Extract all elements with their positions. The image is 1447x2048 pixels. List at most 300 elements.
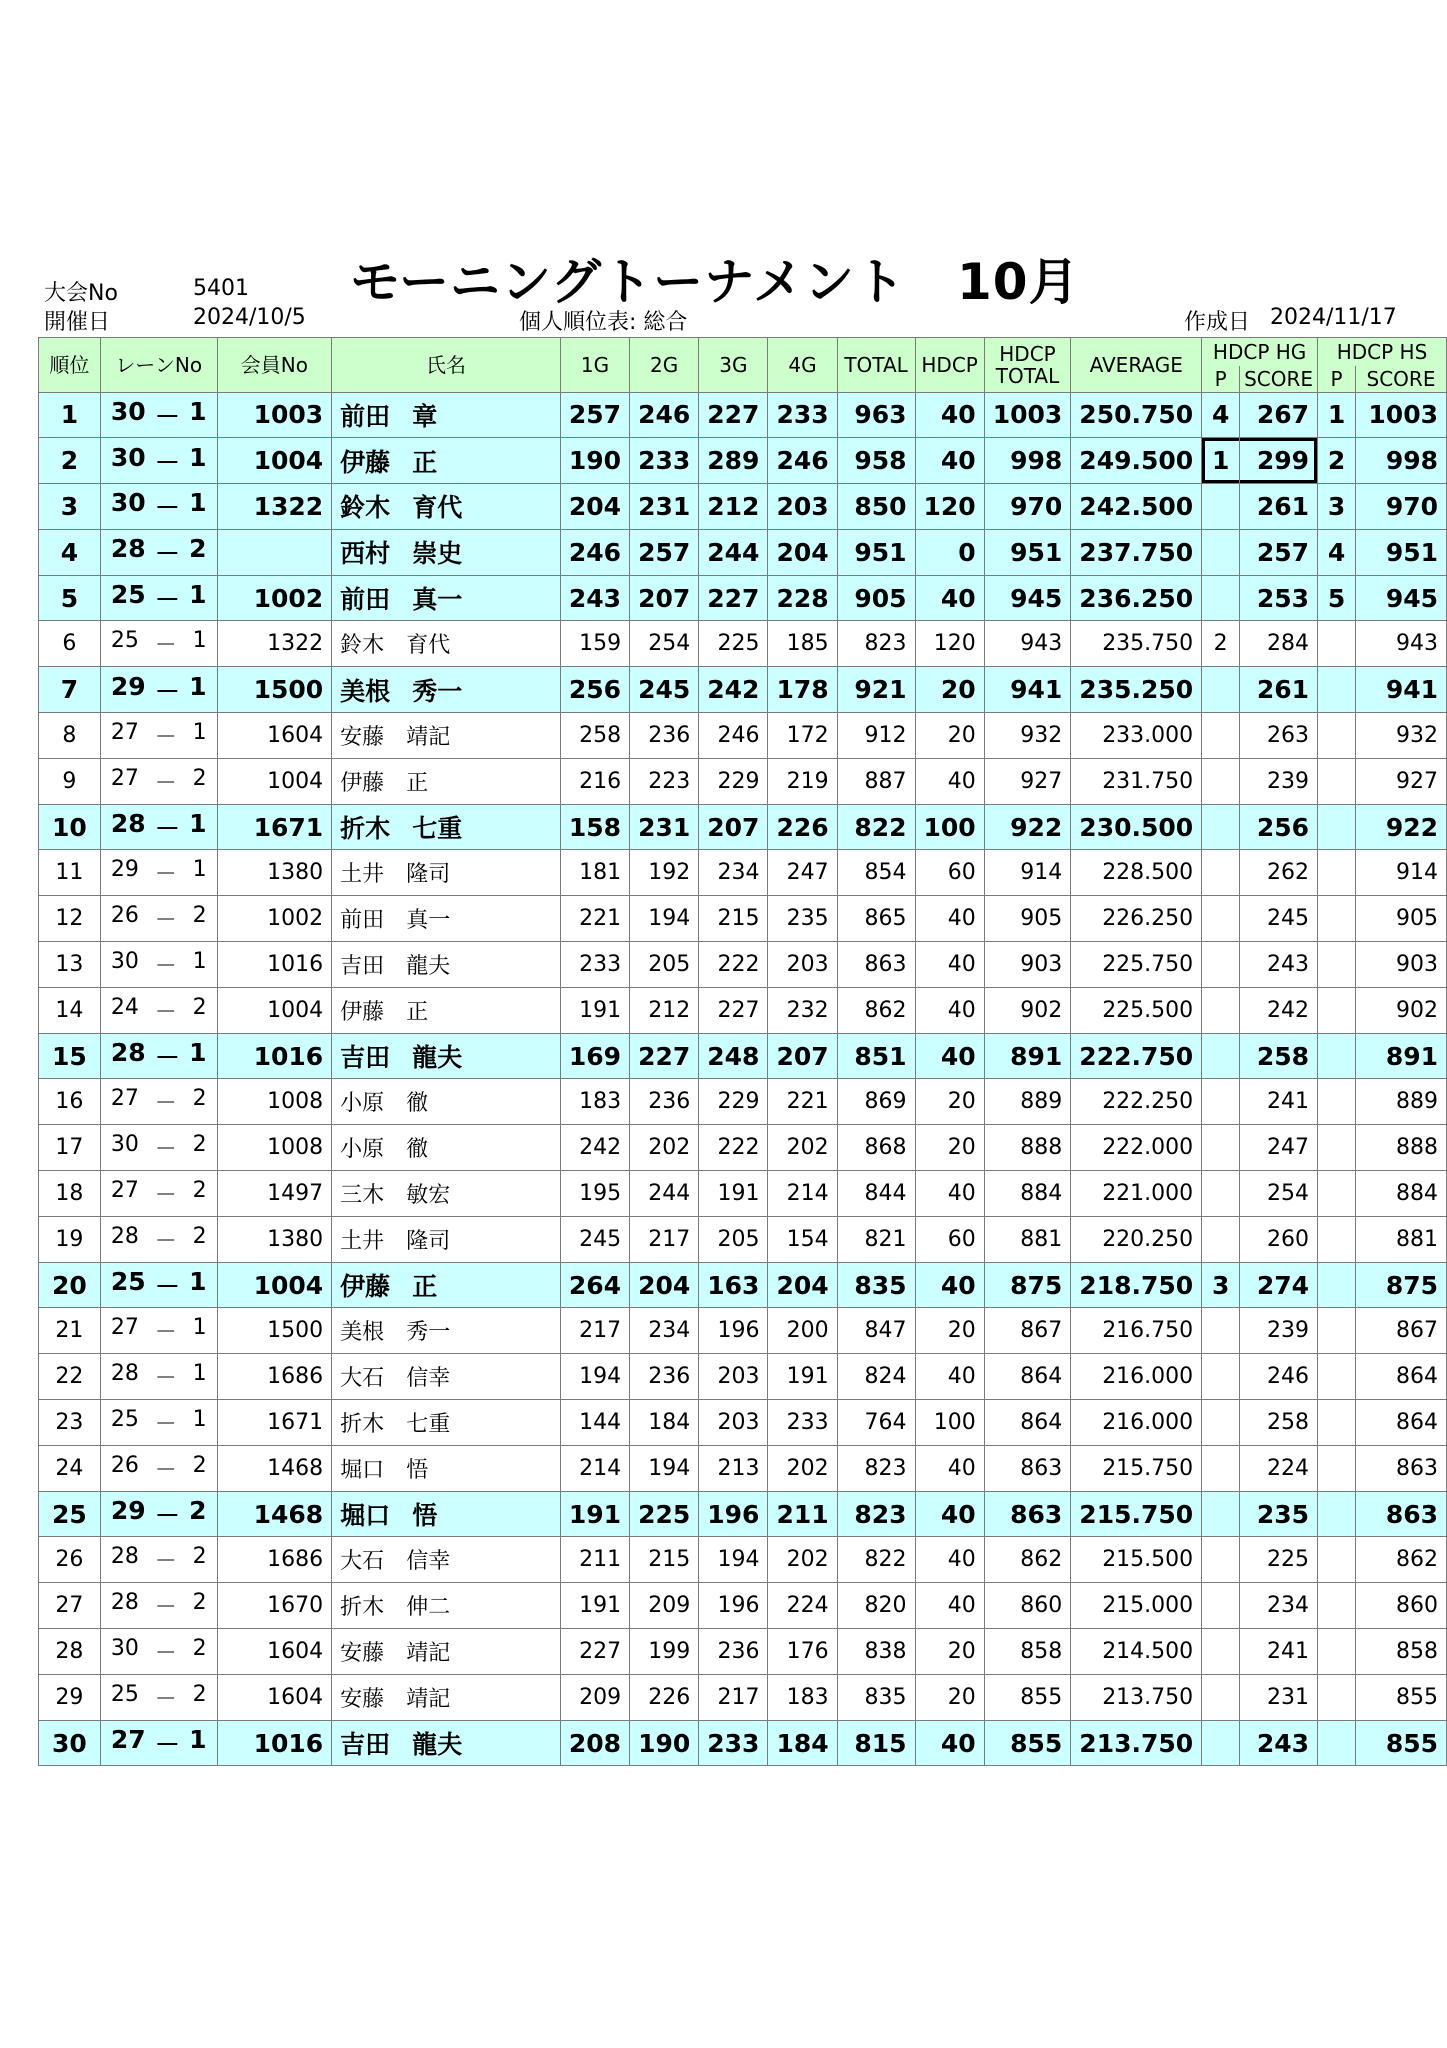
game4-cell: 247 <box>768 850 837 896</box>
given-name: 正 <box>406 999 429 1025</box>
hg-place-cell <box>1202 758 1240 804</box>
game4-cell: 214 <box>768 1171 837 1217</box>
rank-cell: 17 <box>39 1125 101 1171</box>
game2-cell: 184 <box>630 1400 699 1446</box>
lane-cell <box>100 1354 217 1400</box>
average-cell: 216.000 <box>1071 1400 1202 1446</box>
given-name: 隆司 <box>406 862 451 888</box>
name-cell <box>332 1537 561 1583</box>
family-name: 伊藤 <box>340 447 391 477</box>
rank-cell: 21 <box>39 1308 101 1354</box>
hs-place-cell: 5 <box>1318 575 1356 621</box>
name-cell <box>332 850 561 896</box>
lane-cell <box>100 1308 217 1354</box>
family-name: 大石 <box>340 1549 385 1575</box>
average-cell: 249.500 <box>1071 438 1202 484</box>
member-no-cell: 1322 <box>217 484 332 530</box>
hdcp-cell: 40 <box>915 758 984 804</box>
member-no-cell: 1003 <box>217 392 332 438</box>
hs-place-cell <box>1318 1674 1356 1720</box>
hs-place-cell: 3 <box>1318 484 1356 530</box>
family-name: 大石 <box>340 1366 385 1392</box>
lane-cell <box>100 1125 217 1171</box>
game4-cell: 203 <box>768 942 837 988</box>
game1-cell: 158 <box>560 804 629 850</box>
hg-place-cell <box>1202 1125 1240 1171</box>
hdcp-total-cell: 858 <box>984 1629 1071 1675</box>
family-name: 前田 <box>340 401 391 431</box>
lane-separator: － <box>154 1686 177 1712</box>
average-cell: 213.750 <box>1071 1674 1202 1720</box>
game2-cell: 223 <box>630 758 699 804</box>
hs-score-cell: 927 <box>1355 758 1446 804</box>
hg-place-cell <box>1202 1629 1240 1675</box>
given-name: 悟 <box>412 1501 438 1531</box>
game1-cell: 211 <box>560 1537 629 1583</box>
hdcp-total-cell: 864 <box>984 1400 1071 1446</box>
col-average: AVERAGE <box>1071 338 1202 393</box>
game4-cell: 221 <box>768 1079 837 1125</box>
tournament-no: 5401 <box>193 276 249 301</box>
member-no-cell: 1604 <box>217 713 332 759</box>
lane-number: 30 <box>110 488 146 518</box>
family-name: 堀口 <box>340 1457 385 1483</box>
game2-cell: 202 <box>630 1125 699 1171</box>
lane-sub: 2 <box>192 1452 207 1478</box>
hdcp-cell: 40 <box>915 896 984 942</box>
member-no-cell: 1468 <box>217 1445 332 1491</box>
game2-cell: 236 <box>630 713 699 759</box>
family-name: 折木 <box>340 814 391 844</box>
game3-cell: 196 <box>699 1583 768 1629</box>
table-row <box>39 1445 1447 1491</box>
hg-score-cell: 299 <box>1240 438 1318 484</box>
game3-cell: 229 <box>699 758 768 804</box>
hdcp-cell: 120 <box>915 621 984 667</box>
hg-score-cell: 241 <box>1240 1629 1318 1675</box>
game3-cell: 217 <box>699 1674 768 1720</box>
hs-score-cell: 1003 <box>1355 392 1446 438</box>
lane-number: 25 <box>110 628 139 654</box>
total-cell: 921 <box>837 667 915 713</box>
family-name: 安藤 <box>340 724 385 750</box>
given-name: 悟 <box>406 1457 429 1483</box>
hdcp-cell: 100 <box>915 1400 984 1446</box>
rank-cell: 16 <box>39 1079 101 1125</box>
lane-separator: － <box>154 908 177 934</box>
total-cell: 951 <box>837 529 915 575</box>
table-row <box>39 987 1447 1033</box>
hdcp-total-cell: 905 <box>984 896 1071 942</box>
name-cell <box>332 1720 561 1766</box>
game1-cell: 183 <box>560 1079 629 1125</box>
hg-place-cell <box>1202 1583 1240 1629</box>
table-row <box>39 1583 1447 1629</box>
total-cell: 835 <box>837 1262 915 1308</box>
rank-cell: 23 <box>39 1400 101 1446</box>
hs-score-cell: 888 <box>1355 1125 1446 1171</box>
family-name: 美根 <box>340 676 391 706</box>
hg-score-cell: 258 <box>1240 1400 1318 1446</box>
rank-cell: 1 <box>39 392 101 438</box>
hdcp-total-cell: 855 <box>984 1674 1071 1720</box>
game2-cell: 231 <box>630 804 699 850</box>
game2-cell: 227 <box>630 1033 699 1079</box>
hg-place-cell <box>1202 1674 1240 1720</box>
hdcp-cell: 40 <box>915 1583 984 1629</box>
game1-cell: 191 <box>560 1491 629 1537</box>
hs-score-cell: 864 <box>1355 1400 1446 1446</box>
family-name: 小原 <box>340 1091 385 1117</box>
member-no-cell: 1671 <box>217 804 332 850</box>
member-no-cell: 1604 <box>217 1629 332 1675</box>
total-cell: 869 <box>837 1079 915 1125</box>
game4-cell: 202 <box>768 1125 837 1171</box>
hs-place-cell <box>1318 1308 1356 1354</box>
name-cell <box>332 1079 561 1125</box>
hdcp-total-cell: 863 <box>984 1445 1071 1491</box>
lane-separator: － <box>154 1137 177 1163</box>
hdcp-total-cell: 855 <box>984 1720 1071 1766</box>
member-no-cell: 1008 <box>217 1079 332 1125</box>
family-name: 安藤 <box>340 1640 385 1666</box>
hdcp-total-cell: 922 <box>984 804 1071 850</box>
col-rank: 順位 <box>39 338 101 393</box>
given-name: 徹 <box>406 1091 429 1117</box>
lane-cell <box>100 942 217 988</box>
table-row <box>39 1674 1447 1720</box>
name-cell <box>332 1491 561 1537</box>
col-hs-score: SCORE <box>1355 366 1446 393</box>
lane-cell <box>100 1079 217 1125</box>
game2-cell: 194 <box>630 896 699 942</box>
hs-place-cell: 2 <box>1318 438 1356 484</box>
name-cell <box>332 1262 561 1308</box>
game3-cell: 163 <box>699 1262 768 1308</box>
lane-separator: － <box>154 1366 177 1392</box>
total-cell: 821 <box>837 1216 915 1262</box>
hg-place-cell <box>1202 1033 1240 1079</box>
hdcp-cell: 120 <box>915 484 984 530</box>
lane-sub: 1 <box>189 580 207 610</box>
hdcp-cell: 100 <box>915 804 984 850</box>
hdcp-total-cell: 864 <box>984 1354 1071 1400</box>
lane-cell <box>100 1491 217 1537</box>
hdcp-cell: 40 <box>915 1262 984 1308</box>
hs-score-cell: 951 <box>1355 529 1446 575</box>
hg-place-cell <box>1202 1720 1240 1766</box>
rank-cell: 4 <box>39 529 101 575</box>
game3-cell: 227 <box>699 392 768 438</box>
member-no-cell: 1002 <box>217 896 332 942</box>
given-name: 七重 <box>406 1411 451 1437</box>
lane-number: 28 <box>110 534 146 564</box>
total-cell: 851 <box>837 1033 915 1079</box>
hg-score-cell: 235 <box>1240 1491 1318 1537</box>
lane-cell <box>100 1583 217 1629</box>
lane-cell <box>100 575 217 621</box>
hs-place-cell <box>1318 942 1356 988</box>
total-cell: 823 <box>837 1491 915 1537</box>
table-row <box>39 758 1447 804</box>
hs-place-cell: 1 <box>1318 392 1356 438</box>
game3-cell: 236 <box>699 1629 768 1675</box>
lane-sub: 1 <box>189 488 207 518</box>
game1-cell: 204 <box>560 484 629 530</box>
hs-place-cell: 4 <box>1318 529 1356 575</box>
lane-sub: 1 <box>189 1267 207 1297</box>
hdcp-cell: 20 <box>915 1079 984 1125</box>
game3-cell: 246 <box>699 713 768 759</box>
given-name: 伸二 <box>406 1595 451 1621</box>
hs-place-cell <box>1318 1537 1356 1583</box>
game2-cell: 217 <box>630 1216 699 1262</box>
lane-cell <box>100 1262 217 1308</box>
hg-place-cell <box>1202 1537 1240 1583</box>
lane-cell <box>100 1720 217 1766</box>
hdcp-total-cell: 884 <box>984 1171 1071 1217</box>
hg-score-cell: 246 <box>1240 1354 1318 1400</box>
average-cell: 220.250 <box>1071 1216 1202 1262</box>
game3-cell: 207 <box>699 804 768 850</box>
rank-cell: 28 <box>39 1629 101 1675</box>
game1-cell: 264 <box>560 1262 629 1308</box>
given-name: 正 <box>406 770 429 796</box>
given-name: 徹 <box>406 1137 429 1163</box>
member-no-cell: 1002 <box>217 575 332 621</box>
col-lane: レーンNo <box>100 338 217 393</box>
game3-cell: 233 <box>699 1720 768 1766</box>
created-date: 2024/11/17 <box>1270 305 1397 330</box>
total-cell: 820 <box>837 1583 915 1629</box>
given-name: 敏宏 <box>406 1182 451 1208</box>
game3-cell: 225 <box>699 621 768 667</box>
game4-cell: 232 <box>768 987 837 1033</box>
game2-cell: 226 <box>630 1674 699 1720</box>
hs-score-cell: 855 <box>1355 1674 1446 1720</box>
lane-sub: 1 <box>189 442 207 472</box>
rank-cell: 13 <box>39 942 101 988</box>
average-cell: 213.750 <box>1071 1720 1202 1766</box>
col-hdcp: HDCP <box>915 338 984 393</box>
given-name: 真一 <box>412 585 463 615</box>
hs-place-cell <box>1318 850 1356 896</box>
lane-number: 28 <box>110 1361 139 1387</box>
hg-place-cell: 3 <box>1202 1262 1240 1308</box>
tournament-no-label: 大会No <box>44 281 118 306</box>
hg-place-cell <box>1202 529 1240 575</box>
hs-place-cell <box>1318 1491 1356 1537</box>
average-cell: 236.250 <box>1071 575 1202 621</box>
game1-cell: 159 <box>560 621 629 667</box>
game2-cell: 236 <box>630 1354 699 1400</box>
lane-sub: 2 <box>192 1086 207 1112</box>
hs-score-cell: 881 <box>1355 1216 1446 1262</box>
lane-number: 30 <box>110 396 146 426</box>
game3-cell: 203 <box>699 1400 768 1446</box>
member-no-cell: 1380 <box>217 850 332 896</box>
lane-sub: 1 <box>192 719 207 745</box>
hg-score-cell: 234 <box>1240 1583 1318 1629</box>
lane-separator: － <box>154 539 180 569</box>
member-no-cell: 1500 <box>217 1308 332 1354</box>
game4-cell: 204 <box>768 1262 837 1308</box>
name-cell <box>332 713 561 759</box>
col-hs-p: P <box>1318 366 1356 393</box>
family-name: 西村 <box>340 539 391 569</box>
hs-score-cell: 864 <box>1355 1354 1446 1400</box>
member-no-cell: 1004 <box>217 438 332 484</box>
lane-number: 25 <box>110 1681 139 1707</box>
lane-separator: － <box>154 724 177 750</box>
hdcp-cell: 40 <box>915 1354 984 1400</box>
game4-cell: 233 <box>768 392 837 438</box>
hdcp-total-cell: 903 <box>984 942 1071 988</box>
lane-separator: － <box>154 401 180 431</box>
hg-place-cell <box>1202 484 1240 530</box>
game4-cell: 204 <box>768 529 837 575</box>
hs-score-cell: 860 <box>1355 1583 1446 1629</box>
game2-cell: 254 <box>630 621 699 667</box>
game2-cell: 194 <box>630 1445 699 1491</box>
hs-score-cell: 941 <box>1355 667 1446 713</box>
total-cell: 838 <box>837 1629 915 1675</box>
hdcp-cell: 20 <box>915 1308 984 1354</box>
lane-cell <box>100 758 217 804</box>
member-no-cell: 1322 <box>217 621 332 667</box>
game1-cell: 191 <box>560 1583 629 1629</box>
lane-cell <box>100 529 217 575</box>
table-row <box>39 1216 1447 1262</box>
total-cell: 868 <box>837 1125 915 1171</box>
name-cell <box>332 438 561 484</box>
hg-place-cell <box>1202 1445 1240 1491</box>
member-no-cell: 1016 <box>217 1720 332 1766</box>
name-cell <box>332 392 561 438</box>
table-row <box>39 484 1447 530</box>
game3-cell: 227 <box>699 575 768 621</box>
game4-cell: 154 <box>768 1216 837 1262</box>
lane-number: 27 <box>110 1177 139 1203</box>
lane-sub: 1 <box>192 628 207 654</box>
lane-sub: 2 <box>192 1590 207 1616</box>
lane-number: 25 <box>110 1406 139 1432</box>
game2-cell: 190 <box>630 1720 699 1766</box>
name-cell <box>332 896 561 942</box>
lane-cell <box>100 1445 217 1491</box>
game2-cell: 207 <box>630 575 699 621</box>
hg-score-cell: 254 <box>1240 1171 1318 1217</box>
given-name: 秀一 <box>406 1320 451 1346</box>
lane-cell <box>100 804 217 850</box>
family-name: 吉田 <box>340 1043 391 1073</box>
game2-cell: 209 <box>630 1583 699 1629</box>
hs-score-cell: 902 <box>1355 987 1446 1033</box>
game4-cell: 191 <box>768 1354 837 1400</box>
lane-number: 28 <box>110 1223 139 1249</box>
hdcp-cell: 20 <box>915 1125 984 1171</box>
table-row <box>39 438 1447 484</box>
lane-separator: － <box>154 770 177 796</box>
lane-number: 27 <box>110 1315 139 1341</box>
given-name: 秀一 <box>412 676 463 706</box>
game3-cell: 234 <box>699 850 768 896</box>
hdcp-cell: 40 <box>915 942 984 988</box>
hg-score-cell: 260 <box>1240 1216 1318 1262</box>
given-name: 龍夫 <box>412 1730 463 1759</box>
family-name: 美根 <box>340 1320 385 1346</box>
name-cell <box>332 804 561 850</box>
table-row <box>39 1125 1447 1171</box>
hg-place-cell: 2 <box>1202 621 1240 667</box>
hg-score-cell: 274 <box>1240 1262 1318 1308</box>
game1-cell: 214 <box>560 1445 629 1491</box>
game4-cell: 203 <box>768 484 837 530</box>
rank-cell: 27 <box>39 1583 101 1629</box>
hdcp-total-cell: 998 <box>984 438 1071 484</box>
rank-cell: 3 <box>39 484 101 530</box>
rank-cell: 20 <box>39 1262 101 1308</box>
game1-cell: 216 <box>560 758 629 804</box>
hs-score-cell: 863 <box>1355 1445 1446 1491</box>
hs-place-cell <box>1318 987 1356 1033</box>
family-name: 小原 <box>340 1137 385 1163</box>
lane-cell <box>100 713 217 759</box>
table-row <box>39 1537 1447 1583</box>
average-cell: 226.250 <box>1071 896 1202 942</box>
ranking-table <box>38 337 1447 1766</box>
rank-cell: 18 <box>39 1171 101 1217</box>
member-no-cell: 1004 <box>217 758 332 804</box>
member-no-cell: 1686 <box>217 1537 332 1583</box>
lane-separator: － <box>154 999 177 1025</box>
average-cell: 222.250 <box>1071 1079 1202 1125</box>
game4-cell: 202 <box>768 1537 837 1583</box>
hs-score-cell: 945 <box>1355 575 1446 621</box>
member-no-cell: 1686 <box>217 1354 332 1400</box>
average-cell: 218.750 <box>1071 1262 1202 1308</box>
lane-sub: 1 <box>192 1361 207 1387</box>
hdcp-total-cell: 860 <box>984 1583 1071 1629</box>
lane-cell <box>100 1629 217 1675</box>
family-name: 堀口 <box>340 1501 391 1531</box>
hdcp-total-cell: 1003 <box>984 392 1071 438</box>
average-cell: 225.750 <box>1071 942 1202 988</box>
name-cell <box>332 942 561 988</box>
table-row <box>39 850 1447 896</box>
lane-number: 29 <box>110 1496 146 1526</box>
lane-separator: － <box>154 1182 177 1208</box>
hg-place-cell <box>1202 1171 1240 1217</box>
given-name: 章 <box>412 401 438 431</box>
lane-number: 27 <box>110 1086 139 1112</box>
table-row <box>39 575 1447 621</box>
name-cell <box>332 1354 561 1400</box>
total-cell: 823 <box>837 621 915 667</box>
lane-sub: 2 <box>192 1544 207 1570</box>
average-cell: 228.500 <box>1071 850 1202 896</box>
lane-separator: － <box>154 633 177 659</box>
hg-place-cell: 4 <box>1202 392 1240 438</box>
game3-cell: 222 <box>699 1125 768 1171</box>
name-cell <box>332 1583 561 1629</box>
hs-score-cell: 867 <box>1355 1308 1446 1354</box>
average-cell: 225.500 <box>1071 987 1202 1033</box>
game1-cell: 181 <box>560 850 629 896</box>
game3-cell: 191 <box>699 1171 768 1217</box>
game2-cell: 257 <box>630 529 699 575</box>
hs-score-cell: 875 <box>1355 1262 1446 1308</box>
